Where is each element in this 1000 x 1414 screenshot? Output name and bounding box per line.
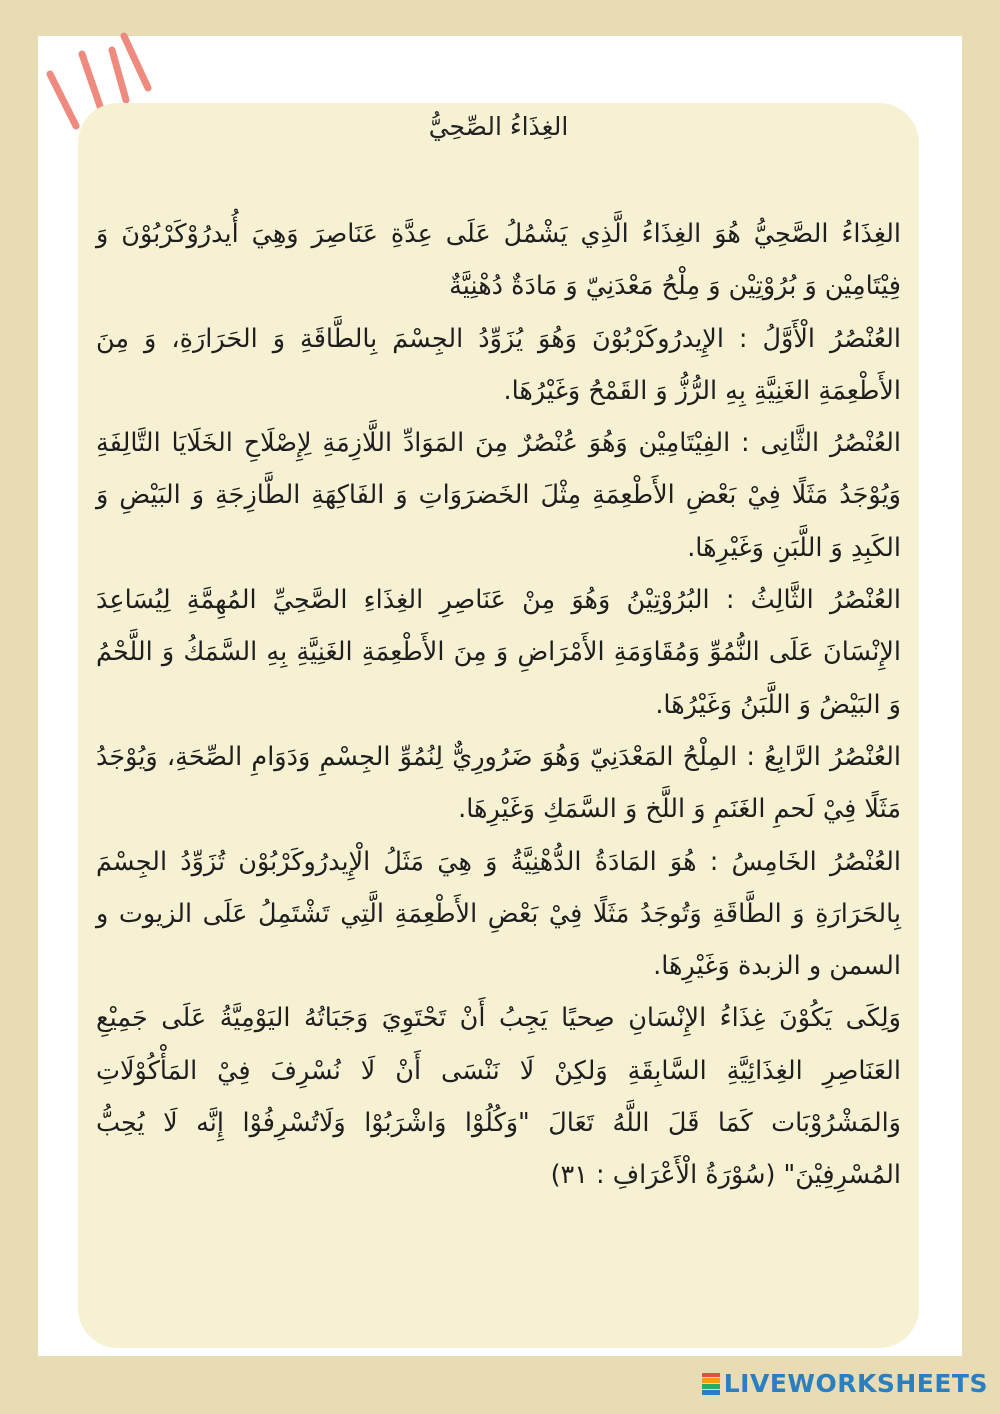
paragraph-conclusion: وَلِكَى يَكُوْنَ غِذَاءُ الإِنْسَانِ صِحيًا يَجِبُ أَنْ تَحْتَوِيَ وَجَبَاتُهُ اليَوْمِيَّةُ عَلَى جَمِيْعِ العَنَاصِرِ الغِذَائِيَّةِ السَّابِقَةِ وَلكِنْ لَا نَنْسَى أَنْ لَا نُسْرِفَ فِيْ المَأْكُوْلَاتِ وَالمَشْرُوْبَات كَمَا قَلَ اللَّهُ تَعَالَ "وَكُلُوْا وَاشْرَبُوْا وَلَاتُسْرِفُوْا إِنَّه لَا يُحِبُّ المُسْرِفِيْنَ" (سُوْرَةُ الْأَعْرَافِ : ٣١) bbox=[96, 1003, 901, 1191]
article-body bbox=[96, 208, 901, 1202]
paragraph-intro: الغِذَاءُ الصَّحِيُّ هُوَ الغِذَاءُ الَّذِي يَشْمُلُ عَلَى عِدَّةِ عَنَاصِرَ وَهِيَ أُيدرُوْكَرْبُوْنَ وَ فِيْتَامِيْن وَ بُرُوْتِيْن وَ مِلْحُ مَعْدَنِيّ وَ مَادَةٌ دُهْنِيَّةٌ bbox=[96, 219, 901, 302]
logo-bar-1 bbox=[702, 1373, 720, 1378]
paragraph-element-2: العُنْصُرُ الثَّانِى : الفِيْتَامِيْن وَهُوَ عُنْصُرٌ مِنَ المَوَادِّ اللَّازِمَةِ لِإِصْلَاحِ الخَلَايَا التَّالِفَةِ وَيُوْجَدُ مَثَلًا فِيْ بَعْضِ الأَطْعِمَةِ مِثْلَ الخَضرَوَاتِ وَ الفَاكِهَةِ الطَّازِجَةِ وَ البَيْضِ وَ الكَبِدِ وَ اللَّبَنِ وَغَيْرِهَا. bbox=[96, 428, 901, 563]
logo-bar-3 bbox=[702, 1384, 720, 1389]
logo-bar-4 bbox=[702, 1390, 720, 1395]
brand-name: LIVEWORKSHEETS bbox=[723, 1369, 988, 1398]
page-title: الغِذَاءُ الصِّحِيُّ bbox=[428, 112, 569, 141]
paragraph-element-5: العُنْصُرُ الخَامِسُ : هُوَ المَادَةُ الدُّهْنِيَّةُ وَ هِيَ مَثَلُ الْإِيدرُوكَرْبُوْن تُزَوِّدُ الجِسْمَ بِالحَرَارَةِ وَ الطَّاقَةِ وَتُوجَدُ مَثَلًا فِيْ بَعْضِ الأَطْعِمَةِ الَّتِي تَشْتَمِلُ عَلَى الزيوت و السمن و الزبدة وَغَيْرِهَا. bbox=[96, 846, 901, 982]
footer-branding bbox=[702, 1369, 988, 1398]
paragraph-element-4: العُنْصُرُ الرَّابِعُ : المِلْحُ المَعْدَنِيّ وَهُوَ ضَرُورِيٌّ لِنُمُوِّ الجِسْمِ وَدَوَامِ الصِّحَةِ، وَيُوْجَدُ مَثَلًا فِيْ لَحمِ الغَنَمِ وَ اللَّخ وَ السَّمَكِ وَغَيْرِهَا. bbox=[96, 741, 901, 825]
logo-bar-2 bbox=[702, 1378, 720, 1383]
paragraph-element-1: العُنْصُرُ الْأَوَّلُ : الإِيدرُوكَرْبُوْنَ وَهُوَ يُزَوِّدُ الجِسْمَ بِالطَّاقَةِ وَ الحَرَارَةِ، وَ مِنَ الأَطْعِمَةِ الغَنِيَّةِ بِهِ الرُّزُّ وَ القَمْحُ وَغَيْرُهَا. bbox=[96, 323, 901, 406]
liveworksheets-logo-icon bbox=[702, 1373, 720, 1395]
paragraph-element-3: العُنْصُرُ الثَّالِثُ : البُرُوْتِيْنُ وَهُوَ مِنْ عَنَاصِرِ الغِذَاءِ الصَّحِيِّ المُهِمَّةِ لِيُسَاعِدَ الإِنْسَانَ عَلَى النُّمُوِّ وَمُقَاوَمَةِ الأَمْرَاضِ وَ مِنَ الأَطْعِمَةِ الغَنِيَّةِ بِهِ السَّمَكُ وَ اللَّحْمُ وَ البَيْضُ وَ اللَّبَنُ وَغَيْرُهَا. bbox=[96, 585, 901, 720]
